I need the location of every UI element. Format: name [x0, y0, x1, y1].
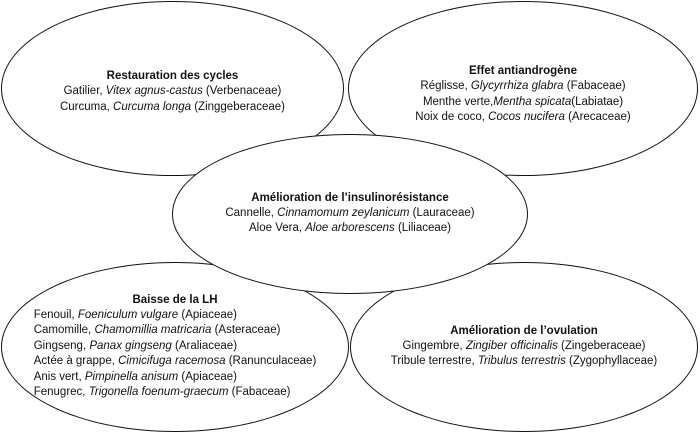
- ellipse-title: Restauration des cycles: [106, 70, 239, 82]
- plant-line: Noix de coco, Cocos nucifera (Arecaceae): [415, 111, 631, 124]
- ellipse-insulinoresistance: [172, 134, 528, 294]
- plant-line: Fenugrec, Trigonella foenum-graecum (Fabaceae): [33, 386, 291, 398]
- plant-line: Tribule terrestre, Tribulus terrestris (Zygophyllaceae): [390, 355, 658, 367]
- ellipse-title: Amélioration de l’insulinorésistance: [251, 191, 449, 204]
- plant-line: Réglisse, Glycyrrhiza glabra (Fabaceae): [420, 80, 626, 93]
- plant-line: Cannelle, Cinnamomum zeylanicum (Lauraceae): [225, 206, 475, 219]
- ellipse-title: Amélioration de l’ovulation: [450, 324, 598, 337]
- plant-line: Gatilier, Vitex agnus-castus (Verbenaceae): [63, 85, 282, 97]
- plant-line: Camomille, Chamomillia matricaria (Asteraceae): [33, 324, 281, 336]
- plant-line: Gingembre, Zingiber officinalis (Zingeberaceae): [402, 339, 646, 352]
- plant-line: Menthe verte,Mentha spicata(Labiatae): [422, 95, 624, 108]
- ellipse-title: Effet antiandrogène: [469, 65, 577, 78]
- plant-line: Aloe Vera, Aloe arborescens (Liliaceae): [248, 222, 451, 234]
- plant-line: Anis vert, Pimpinella anisum (Apiaceae): [33, 370, 237, 383]
- plant-line: Curcuma, Curcuma longa (Zinggeberaceae): [59, 100, 285, 113]
- ellipse-title: Baisse de la LH: [132, 293, 218, 306]
- plant-line: Fenouil, Foeniculum vulgare (Apiaceae): [33, 308, 237, 321]
- plant-line: Actée à grappe, Cimicifuga racemosa (Ranunculaceae): [33, 355, 317, 367]
- plant-line: Gingseng, Panax gingseng (Araliaceae): [33, 339, 238, 352]
